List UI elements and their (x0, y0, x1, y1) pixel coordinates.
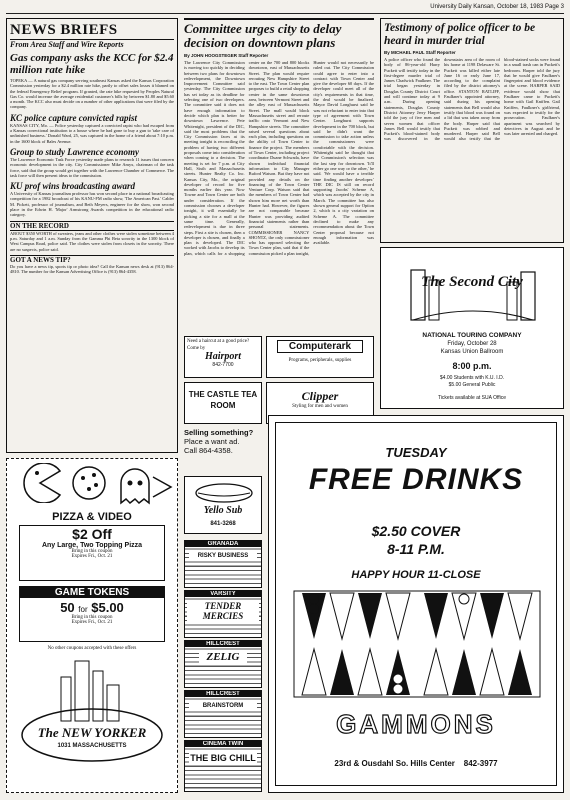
trial-headline: Testimony of police officer to be heard in murder trial (384, 22, 536, 47)
movie-theater: CINEMA TWIN (185, 741, 261, 747)
page-header (6, 4, 564, 14)
news-briefs-sub: From Area Staff and Wire Reports (10, 40, 124, 49)
pacman-icon (15, 463, 65, 503)
haircut-shop: Hairport (204, 351, 242, 362)
new-yorker-coupon-ad (6, 458, 178, 793)
movie-title: RISKY BUSINESS (189, 553, 257, 559)
clipper-detail: Styling for men and women (292, 404, 348, 409)
second-city-price-students: $4.00 Students with K.U. I.D. (439, 375, 505, 381)
trial-story (380, 18, 564, 243)
movie-title: TENDER MERCIES (187, 601, 259, 621)
tokens-offer-box (19, 586, 165, 642)
backgammon-board-art (292, 589, 542, 699)
downtown-body: The Lawrence City Commission is moving too quickly in deciding between two plans for downtown redevelopment, the Downtown Improvement Committee said yesterday. The City Commission has set today as its deadline for selecting one of two developers. The committee said it does not have enough information to decide which plan is better for downtown Lawrence. Pete Whitenight, president of the DIC, said the most problems that the City Commission faces at its meeting tonight is reconciling the problem of having two different proposals come into consideration when coming to a decision. The meeting is set for 7 p.m. at City Hall, Sixth and Massachusetts streets. Hunter Realty Co. Inc. Kansas City, Mo., the original developer of record for five months earlier this year. Now Towne and Town Center are both under consideration. If the commission chooses a developer tonight, it will essentially be picking a site for a mall at the same time. Generally, redevelopment is due in three steps. First a site is chosen, then a developer is chosen, and finally a plan is developed. The DIC worked with Jacobs to develop its plan, which calls for a shopping center on the 700 and 800 blocks downtown, east of Massachusetts Street. The plan would require rerouting New Hampshire Street to the east. The Town Center plan proposes to build a retail shopping center in the same downtown area, between Vermont Street and the alley east of Massachusetts Street. The mall would block Massachusetts street and reroute traffic onto Vermont and New Hampshire streets. The committee raised several questions about each plan, including questions on the ability of Town Center to finance the project. The members of Town Center, including project coordinator Duane Schwada, have shown individual financial information to City Manager Buford Watson. But they have not provided any details on the financing of the Town Center Venture Corp. Watson said that the members of Town Center had shown him more net worth than Hunter had. However, the figures are not comparable because Hunter was providing audited financial statements rather than personal statements. COMMISSIONER NANCY SHONTZ, the only commissioner who has opposed selecting the Town Center plan, said that if the commission picked a plan tonight, Hunter would not necessarily be ruled out. The City Commission could agree to enter into a contract with Town Center and give the developer 60 days. If the developer could meet all of the city's requirements in that time, the deal would be finalized. Mayor David Longhurst said he was not reluctant to enter into that type of agreement with Town Center. Longhurst supports development in the 700 block, but said he didn't want the commission to take action unless the commissioners were comfortable with the decision. Whitenight said he thought that the Commission's selection was the last step for downtown. 'It'll either go one way or the other,' he said. 'We would have a terrible time finding another developer.' THE DIC IS still on record supporting Jacobs' Scheme A, which was accepted by the city in March. The committee has also shown general support for Option 2, which is a city variation on Scheme A. The committee declined to make any recommendation about the Town Center proposal because not enough information was available. (184, 60, 374, 256)
ku-headline: KU prof wins broadcasting award (10, 181, 136, 192)
ku-story: A University of Kansas journalism professor has won second place in a national broadcasting competition for a 1982 broadcast of his KANU-FM radio show, 'The American Past.' Calder M. Pickett, professor of journalism, and Beth Meyers, engineer for the show, won second place in the Edwin H. 'Major' Armstrong Awards competition in the educational radio category. (10, 191, 174, 218)
kc-headline: KC police capture convicted rapist (10, 112, 137, 123)
gammons-address: 23rd & Ousdahl So. Hills Center (334, 759, 455, 768)
second-city-price-public: $5.00 General Public (448, 382, 496, 388)
castle-tearoom-name: THE CASTLE TEA ROOM (188, 390, 258, 410)
movie-listing (184, 740, 262, 792)
trial-byline: By MICHAEL PAUL Staff Reporter (384, 50, 456, 55)
gas-story: TOPEKA — A natural gas company serving southeast Kansas asked the Kansas Corporation Commission yesterday for a $2.4 million rate hike, partly to offset sales losses it blamed on the federal Emergency Relief program. If granted, the rate hike requested by Peoples Natural Gas Co. would increase the average residential customer's bills by between $1.80 and $5.60 a month. The KCC also must decide on a number of other applications that were filed by the company. (10, 78, 174, 110)
second-city-tour: NATIONAL TOURING COMPANY (422, 332, 522, 339)
yello-sub-ad (184, 476, 262, 534)
haircut-line1: Need a haircut at a good price? (187, 339, 250, 344)
movie-listing (184, 590, 262, 638)
tokens-expires: Expires Fri., Oct. 21 (71, 620, 113, 625)
yello-sub-phone: 841-3268 (210, 521, 236, 527)
coupon-note: No other coupons accepted with these offers (47, 646, 137, 651)
want-ad-line1: Selling something? (184, 428, 254, 437)
sub-sandwich-icon (194, 481, 254, 505)
header-line: University Daily Kansan, October 18, 1983 Page 3 (430, 4, 564, 10)
pizza-expires: Expires Fri., Oct. 21 (71, 554, 113, 559)
gammons-inner (275, 422, 557, 786)
movie-theater: GRANADA (185, 541, 261, 547)
gammons-day: TUESDAY (385, 445, 447, 460)
kc-story: KANSAS CITY, Mo. — Police yesterday captured a convicted rapist who had escaped from a Kansas correctional institution to a house where he had gone to buy a gun to 'take care of unfinished business.' Donald Ward, 25, was captured in the home of a friend about 7:10 p.m. in the 1600 block of Bales Avenue. (10, 122, 174, 144)
record-heading: ON THE RECORD (10, 221, 174, 231)
pizza-icon (69, 463, 109, 503)
movie-listings (184, 540, 262, 793)
want-ad-line3: Call 864-4358. (184, 446, 233, 455)
pizza-offer-box (19, 525, 165, 581)
second-city-name: The Second City (421, 274, 523, 290)
news-tip-text: Do you have a news tip, sports tip or photo idea? Call the Kansan news desk at (913) 864-4810. The number for the Kansan Advertising Office is (913) 864-4358. (10, 263, 174, 275)
tokens-title: GAME TOKENS (20, 587, 164, 598)
movie-listing (184, 640, 262, 688)
new-yorker-logo-art (17, 657, 167, 767)
coupon-address: 1031 MASSACHUSETTS (57, 743, 127, 749)
tokens-count: 50 (60, 600, 75, 615)
computerark-ad (266, 336, 374, 378)
yello-sub-name: Yello Sub (203, 505, 243, 516)
downtown-story (184, 18, 374, 332)
pizza-offer-amount: $2 Off (72, 526, 112, 542)
group-story: The Lawrence Economic Task Force yesterday made plans to research 11 issues that concern economic development in the city. City Commissioner Mike Amyx, chairman of the task force, said that the group would get together with the Lawrence Chamber of Commerce. The task force will then present ideas to the commission. (10, 156, 174, 178)
movie-title: THE BIG CHILL (190, 753, 256, 763)
second-city-ad (380, 247, 564, 409)
movie-listing (184, 540, 262, 588)
news-briefs-banner: NEWS BRIEFS (10, 22, 174, 40)
tokens-deal (20, 600, 164, 615)
movie-theater: HILLCREST (185, 641, 261, 647)
pizza-offer-desc: Any Large, Two Topping Pizza (41, 542, 143, 549)
haircut-phone: 842-7700 (212, 362, 234, 368)
tokens-bring-coupon: Bring in this coupon (71, 615, 113, 620)
computerark-detail: Programs, peripherals, supplies (288, 358, 352, 363)
coupon-title: PIZZA & VIDEO (52, 511, 132, 523)
news-briefs-column (6, 18, 178, 453)
computerark-name: Computerark (277, 340, 363, 353)
gammons-headline: FREE DRINKS (308, 463, 524, 496)
pizza-bring-coupon: Bring in this coupon (71, 549, 113, 554)
want-ad-promo (184, 428, 262, 472)
second-city-date: Friday, October 28 (447, 341, 497, 347)
movie-listing (184, 690, 262, 738)
gammons-address-bar (276, 759, 556, 768)
tokens-for: for (78, 605, 88, 614)
tokens-price: $5.00 (91, 600, 124, 615)
coupon-brand: The NEW YORKER (37, 725, 147, 740)
gammons-happy-hour: HAPPY HOUR 11-CLOSE (351, 569, 481, 581)
downtown-headline: Committee urges city to delay decision on downtown plans (184, 18, 374, 50)
movie-theater: VARSITY (185, 591, 261, 597)
news-tip-heading: GOT A NEWS TIP? (10, 255, 174, 264)
second-city-tickets: Tickets available at SUA Office (437, 395, 507, 401)
gammons-hours: 8-11 P.M. (387, 541, 445, 557)
downtown-byline: By JOHN HOOGSTEGER Staff Reporter (184, 53, 269, 58)
ghost-icon (113, 463, 173, 507)
gas-headline: Gas company asks the KCC for $2.4 million rate hike (10, 52, 174, 76)
gammons-logo: GAMMONS (336, 709, 496, 739)
gammons-phone: 842-3977 (463, 759, 498, 768)
record-story: ABOUT $350 WORTH of sweaters, jeans and other clothes were stolen sometime between 4 p.m. Saturday and 1 a.m. Sunday from the Gamma Phi Beta sorority in the 1300 block of West Campus Road, police said. The clothes were stolen from closets in the sorority. There are no suspects, police said. (10, 230, 174, 252)
haircut-line2: Come by (187, 346, 206, 351)
haircut-ad (184, 336, 262, 378)
clipper-name: Clipper (301, 389, 339, 403)
movie-title: BRAINSTORM (189, 703, 257, 709)
gammons-ad (268, 415, 564, 793)
movie-title: ZELIG (199, 651, 247, 663)
trial-body: A police officer who found the body of 86-year-old Harry Puckett will testify today in the first-degree murder trial of James Chadwick Faulkner. The trial began yesterday in Douglas County District Court and will continue today at 9 a.m. During opening statements, Douglas County District Attorney Jerry Harper told the jury of five men and seven women that officer James Bell would testify that Puckett's blood-stained body was discovered in the downstairs area of the room of his home at 1198 Delaware St. Puckett was killed either late June 16 or early June 17, according to the complaint filed by the district attorney's office. STANTON RATLIFF, Faulkner's appointed attorney, said during his opening statements that Bell would also testify that blood was found on a lid that was taken away from the body. Harper said that Puckett was robbed and murdered. Harper said Bell would also testify that the blood-stained socks were found in a small trash can in Puckett's bedroom. Harper told the jury that he would give Faulkner's fingerprint and blood evidence at the scene. HARPER SAID evidence would show that Faulkner came to Puckett's home with Gail Kniffen. Gail Kniffen, Faulkner's girlfriend, was expected to testify for the prosecution. Faulkner's apartment was searched by detectives in August and he was later arrested and charged. (384, 57, 560, 142)
gammons-cover: $2.50 COVER (371, 523, 461, 539)
movie-theater: HILLCREST (185, 691, 261, 697)
second-city-skyline (383, 252, 563, 332)
second-city-place: Kansas Union Ballroom (440, 349, 504, 355)
second-city-time: 8:00 p.m. (452, 361, 492, 371)
want-ad-line2: Place a want ad. (184, 437, 240, 446)
castle-tearoom-ad (184, 382, 262, 424)
group-headline: Group to study Lawrence economy (10, 146, 139, 157)
